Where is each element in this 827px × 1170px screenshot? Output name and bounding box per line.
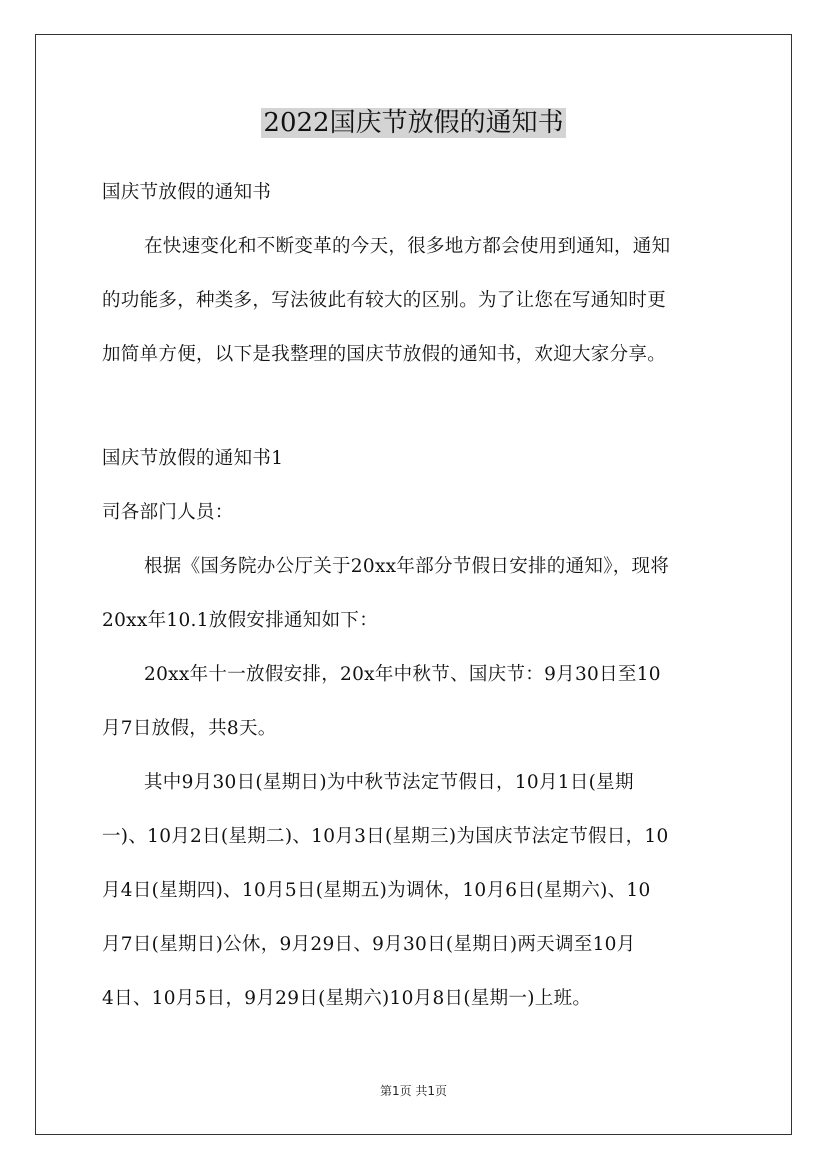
intro-line-2: 的功能多，种类多，写法彼此有较大的区别。为了让您在写通知时更: [102, 290, 667, 311]
salutation: 司各部门人员：: [102, 502, 234, 523]
subtitle-line: 国庆节放假的通知书: [102, 182, 272, 203]
intro-line-1: 在快速变化和不断变革的今天，很多地方都会使用到通知，通知: [144, 236, 671, 257]
paragraph-gap: [102, 382, 730, 432]
detail-line-3: 月4日(星期四)、10月5日(星期五)为调休，10月6日(星期六)、10: [102, 880, 651, 901]
section-heading: 国庆节放假的通知书1: [102, 448, 284, 469]
detail-line-5: 4日、10月5日，9月29日(星期六)10月8日(星期一)上班。: [102, 988, 592, 1009]
document-title-text: 2022国庆节放假的通知书: [263, 108, 564, 138]
basis-line-2: 20xx年10.1放假安排通知如下：: [102, 610, 378, 631]
page-footer: 第1页 共1页: [379, 1084, 448, 1098]
document-title: [0, 103, 827, 143]
detail-line-2: 一)、10月2日(星期二)、10月3日(星期三)为国庆节法定节假日，10: [102, 826, 669, 847]
detail-line-4: 月7日(星期日)公休，9月29日、9月30日(星期日)两天调至10月: [102, 934, 636, 955]
basis-line-1: 根据《国务院办公厅关于20xx年部分节假日安排的通知》，现将: [144, 556, 670, 577]
document-body: [102, 166, 730, 1026]
schedule-line-1: 20xx年十一放假安排，20x年中秋节、国庆节：9月30日至10: [144, 664, 661, 685]
intro-line-3: 加简单方便，以下是我整理的国庆节放假的通知书，欢迎大家分享。: [102, 344, 667, 365]
schedule-line-2: 月7日放假，共8天。: [102, 718, 277, 739]
detail-line-1: 其中9月30日(星期日)为中秋节法定节假日，10月1日(星期: [144, 772, 634, 793]
